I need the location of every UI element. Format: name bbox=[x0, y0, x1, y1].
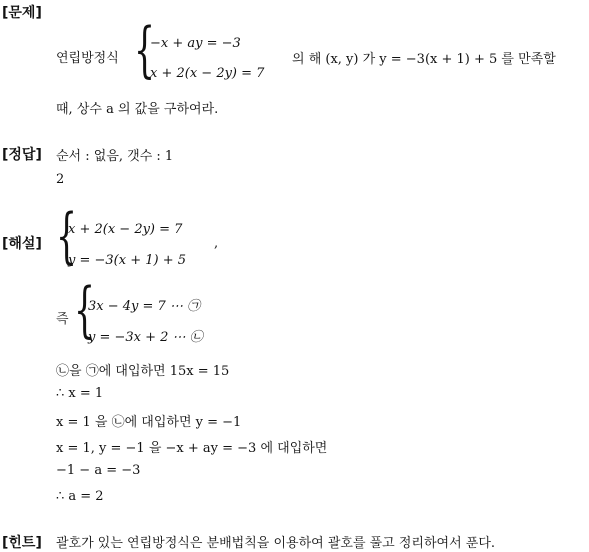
solution-system1-comma: , bbox=[214, 236, 219, 251]
solution-system2-prefix: 즉 bbox=[56, 312, 69, 327]
problem-line2: 때, 상수 a 의 값을 구하여라. bbox=[56, 102, 219, 117]
problem-system-brace: { bbox=[134, 15, 156, 85]
solution-system2-eq2: y = −3x + 2 ⋯ ㉡ bbox=[88, 330, 203, 345]
solution-step-2: ∴ x = 1 bbox=[56, 386, 104, 401]
solution-system2-brace: { bbox=[74, 275, 96, 345]
hint-text: 괄호가 있는 연립방정식은 분배법칙을 이용하여 괄호를 풀고 정리하여서 푼다. bbox=[56, 536, 496, 551]
solution-system2-eq1: 3x − 4y = 7 ⋯ ㉠ bbox=[88, 299, 201, 314]
solution-step-4: x = 1, y = −1 을 −x + ay = −3 에 대입하면 bbox=[56, 441, 328, 456]
problem-tag: [문제] bbox=[2, 5, 42, 21]
solution-system1-brace: { bbox=[56, 201, 78, 271]
problem-system-eq1: −x + ay = −3 bbox=[150, 36, 241, 51]
solution-step-5: −1 − a = −3 bbox=[56, 463, 141, 478]
solution-step-6: ∴ a = 2 bbox=[56, 489, 104, 504]
problem-prefix: 연립방정식 bbox=[56, 51, 119, 66]
solution-step-1: ㉡을 ㉠에 대입하면 15x = 15 bbox=[56, 364, 230, 379]
solution-system1-eq1: x + 2(x − 2y) = 7 bbox=[68, 222, 183, 237]
answer-value: 2 bbox=[56, 172, 65, 187]
solution-system1-eq2: y = −3(x + 1) + 5 bbox=[68, 253, 186, 268]
problem-suffix: 의 해 (x, y) 가 y = −3(x + 1) + 5 를 만족할 bbox=[292, 52, 556, 67]
solution-step-3: x = 1 을 ㉡에 대입하면 y = −1 bbox=[56, 415, 242, 430]
answer-tag: [정답] bbox=[2, 147, 42, 163]
hint-tag: [힌트] bbox=[2, 535, 42, 551]
problem-system-eq2: x + 2(x − 2y) = 7 bbox=[150, 66, 265, 81]
solution-tag: [해설] bbox=[2, 236, 42, 252]
answer-meta: 순서 : 없음, 갯수 : 1 bbox=[56, 149, 174, 164]
